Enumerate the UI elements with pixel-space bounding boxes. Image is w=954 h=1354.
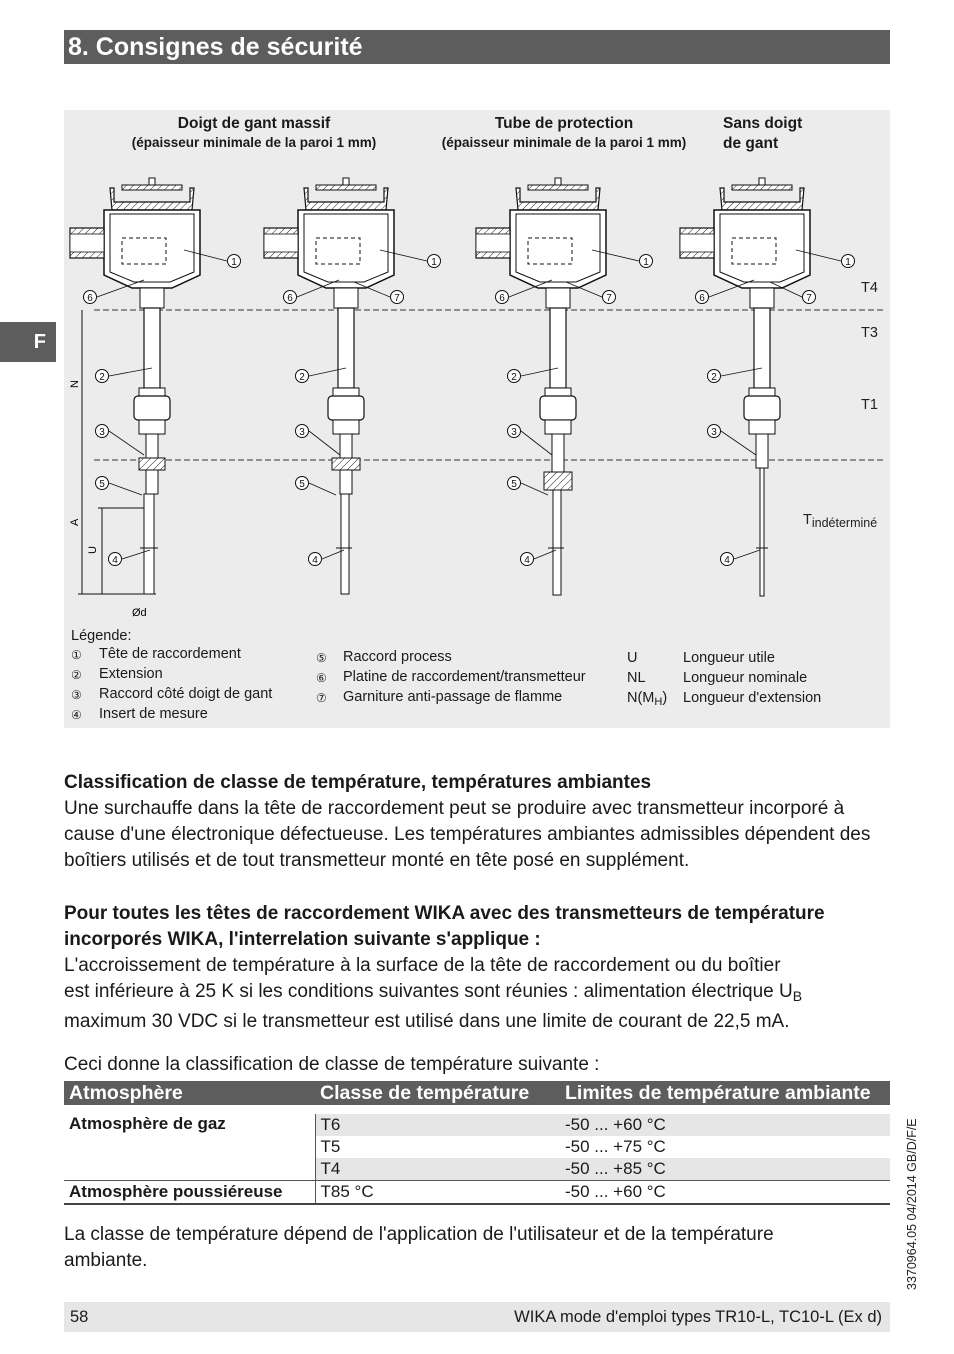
paragraph-classification-intro: Ceci donne la classification de classe de température suivante : bbox=[64, 1054, 600, 1075]
svg-text:1: 1 bbox=[231, 257, 237, 268]
temperature-class-table bbox=[64, 1081, 890, 1205]
svg-text:4: 4 bbox=[112, 555, 118, 566]
zone-label-t1: T1 bbox=[861, 397, 878, 413]
legend-num: ③ bbox=[71, 688, 82, 702]
dim-n-label: N bbox=[69, 380, 81, 388]
svg-text:6: 6 bbox=[287, 293, 293, 304]
svg-text:5: 5 bbox=[99, 479, 105, 490]
svg-text:4: 4 bbox=[312, 555, 318, 566]
paragraph-overheating: Une surchauffe dans la tête de raccordement peut se produire avec transmetteur incorporé à cause d'une électronique défectueuse. Les températures ambiantes admissibles dépendent des boîtiers utilisés et de tout transmetteur monté en tête posé en supplément. bbox=[64, 798, 871, 871]
svg-text:7: 7 bbox=[806, 293, 812, 304]
svg-text:1: 1 bbox=[643, 257, 649, 268]
dim-d-label: Ød bbox=[132, 607, 147, 619]
zone-label-t-undetermined bbox=[803, 512, 877, 530]
legend-num: ② bbox=[71, 668, 82, 682]
svg-text:1: 1 bbox=[431, 257, 437, 268]
heading-classification: Classification de classe de température, températures ambiantes bbox=[64, 772, 652, 793]
col2-title: Tube de protection bbox=[494, 115, 634, 132]
svg-text:1: 1 bbox=[845, 257, 851, 268]
cell-class: T6 bbox=[315, 1114, 560, 1136]
page-number: 58 bbox=[70, 1308, 89, 1326]
svg-text:7: 7 bbox=[606, 293, 612, 304]
legend-num: ① bbox=[71, 648, 82, 662]
page-footer bbox=[64, 1302, 890, 1332]
col3-title-line2: de gant bbox=[723, 135, 779, 152]
legend-item: Longueur d'extension bbox=[683, 690, 822, 706]
svg-text:4: 4 bbox=[524, 555, 530, 566]
svg-text:4: 4 bbox=[724, 555, 730, 566]
legend-num: ⑦ bbox=[316, 691, 327, 705]
svg-text:3: 3 bbox=[299, 427, 305, 438]
dim-u-label: U bbox=[87, 546, 99, 554]
thermometer-drawing: 1 N A U Ød 1 1 1 1 6 6 6 6 7 7 7 2 2 2 2 3 3 3 3 5 5 5 4 4 4 4 bbox=[64, 110, 890, 630]
cell-class: T5 bbox=[320, 1137, 341, 1156]
figure-legend bbox=[64, 628, 890, 728]
legend-item: Extension bbox=[99, 666, 163, 682]
svg-text:6: 6 bbox=[499, 293, 505, 304]
svg-text:2: 2 bbox=[511, 372, 517, 383]
cell-class: T4 bbox=[315, 1158, 560, 1181]
svg-text:3: 3 bbox=[99, 427, 105, 438]
cell-limit: -50 ... +85 °C bbox=[560, 1158, 890, 1181]
heading-wika-heads: Pour toutes les têtes de raccordement WIKA avec des transmetteurs de température incorporés WIKA, l'interrelation suivante s'applique : bbox=[64, 903, 825, 950]
document-code: 3370964.05 04/2014 GB/D/F/E bbox=[905, 1118, 919, 1290]
zone-label-t4: T4 bbox=[861, 280, 878, 296]
svg-text:3: 3 bbox=[511, 427, 517, 438]
zone-label-t-main: T bbox=[803, 512, 812, 528]
col1-title: Doigt de gant massif bbox=[177, 115, 331, 132]
para2-line2: est inférieure à 25 K si les conditions suivantes sont réunies : alimentation électrique $U_B$ bbox=[64, 981, 803, 1004]
svg-text:6: 6 bbox=[87, 293, 93, 304]
legend-item: Longueur utile bbox=[683, 650, 775, 666]
footer-title: WIKA mode d'emploi types TR10-L, TC10-L (Ex d) bbox=[514, 1308, 882, 1326]
cell-class: T85 °C bbox=[320, 1182, 374, 1201]
legend-item: Tête de raccordement bbox=[99, 646, 241, 662]
svg-text:2: 2 bbox=[711, 372, 717, 383]
cell-limit: -50 ... +60 °C bbox=[565, 1182, 666, 1201]
svg-text:3: 3 bbox=[711, 427, 717, 438]
section-title: 8. Consignes de sécurité bbox=[64, 30, 890, 64]
paragraph-closing: La classe de température dépend de l'application de l'utilisateur et de la température ambiante. bbox=[64, 1224, 774, 1271]
dim-a-label: A bbox=[69, 518, 81, 526]
thermometer-figure bbox=[61, 106, 890, 728]
cell-limit: -50 ... +75 °C bbox=[565, 1137, 666, 1156]
svg-text:5: 5 bbox=[511, 479, 517, 490]
zone-label-t-sub: indéterminé bbox=[811, 516, 878, 530]
language-tab: F bbox=[0, 322, 56, 362]
legend-item: Longueur nominale bbox=[683, 670, 808, 686]
col2-subtitle: (épaisseur minimale de la paroi 1 mm) bbox=[441, 135, 687, 150]
legend-abbr: U bbox=[627, 650, 638, 666]
svg-text:2: 2 bbox=[299, 372, 305, 383]
legend-num: ⑥ bbox=[316, 671, 327, 685]
col-header-class: Classe de température bbox=[315, 1081, 560, 1105]
legend-item: Garniture anti-passage de flamme bbox=[343, 689, 563, 705]
legend-item: Raccord process bbox=[343, 649, 452, 665]
legend-num: ④ bbox=[71, 708, 82, 722]
table-row bbox=[64, 1114, 890, 1136]
para2-line1: L'accroissement de température à la surface de la tête de raccordement ou du boîtier bbox=[64, 955, 781, 976]
row-label-gas: Atmosphère de gaz bbox=[64, 1114, 315, 1181]
legend-abbr: NL bbox=[627, 670, 646, 686]
legend-item: Platine de raccordement/transmetteur bbox=[343, 669, 586, 685]
svg-text:2: 2 bbox=[99, 372, 105, 383]
legend-num: ⑤ bbox=[316, 651, 327, 665]
legend-title: Légende: bbox=[71, 628, 132, 644]
para2-line3: maximum 30 VDC si le transmetteur est utilisé dans une limite de courant de 22,5 mA. bbox=[64, 1011, 790, 1032]
col-header-atmosphere: Atmosphère bbox=[64, 1081, 315, 1105]
zone-label-t3: T3 bbox=[861, 325, 878, 341]
legend-abbr: $N(M_H)$ bbox=[627, 690, 668, 708]
paragraph-temperature-rise bbox=[64, 953, 894, 1035]
row-label-dust: Atmosphère poussiéreuse bbox=[64, 1181, 315, 1205]
legend-item: Insert de mesure bbox=[99, 706, 208, 722]
svg-text:5: 5 bbox=[299, 479, 305, 490]
table-row bbox=[64, 1181, 890, 1205]
cell-limit: -50 ... +60 °C bbox=[560, 1114, 890, 1136]
col1-subtitle: (épaisseur minimale de la paroi 1 mm) bbox=[131, 135, 377, 150]
svg-text:6: 6 bbox=[699, 293, 705, 304]
svg-text:7: 7 bbox=[394, 293, 400, 304]
col-header-limits: Limites de température ambiante bbox=[560, 1081, 890, 1105]
col3-title-line1: Sans doigt bbox=[723, 115, 803, 132]
legend-item: Raccord côté doigt de gant bbox=[99, 686, 273, 702]
